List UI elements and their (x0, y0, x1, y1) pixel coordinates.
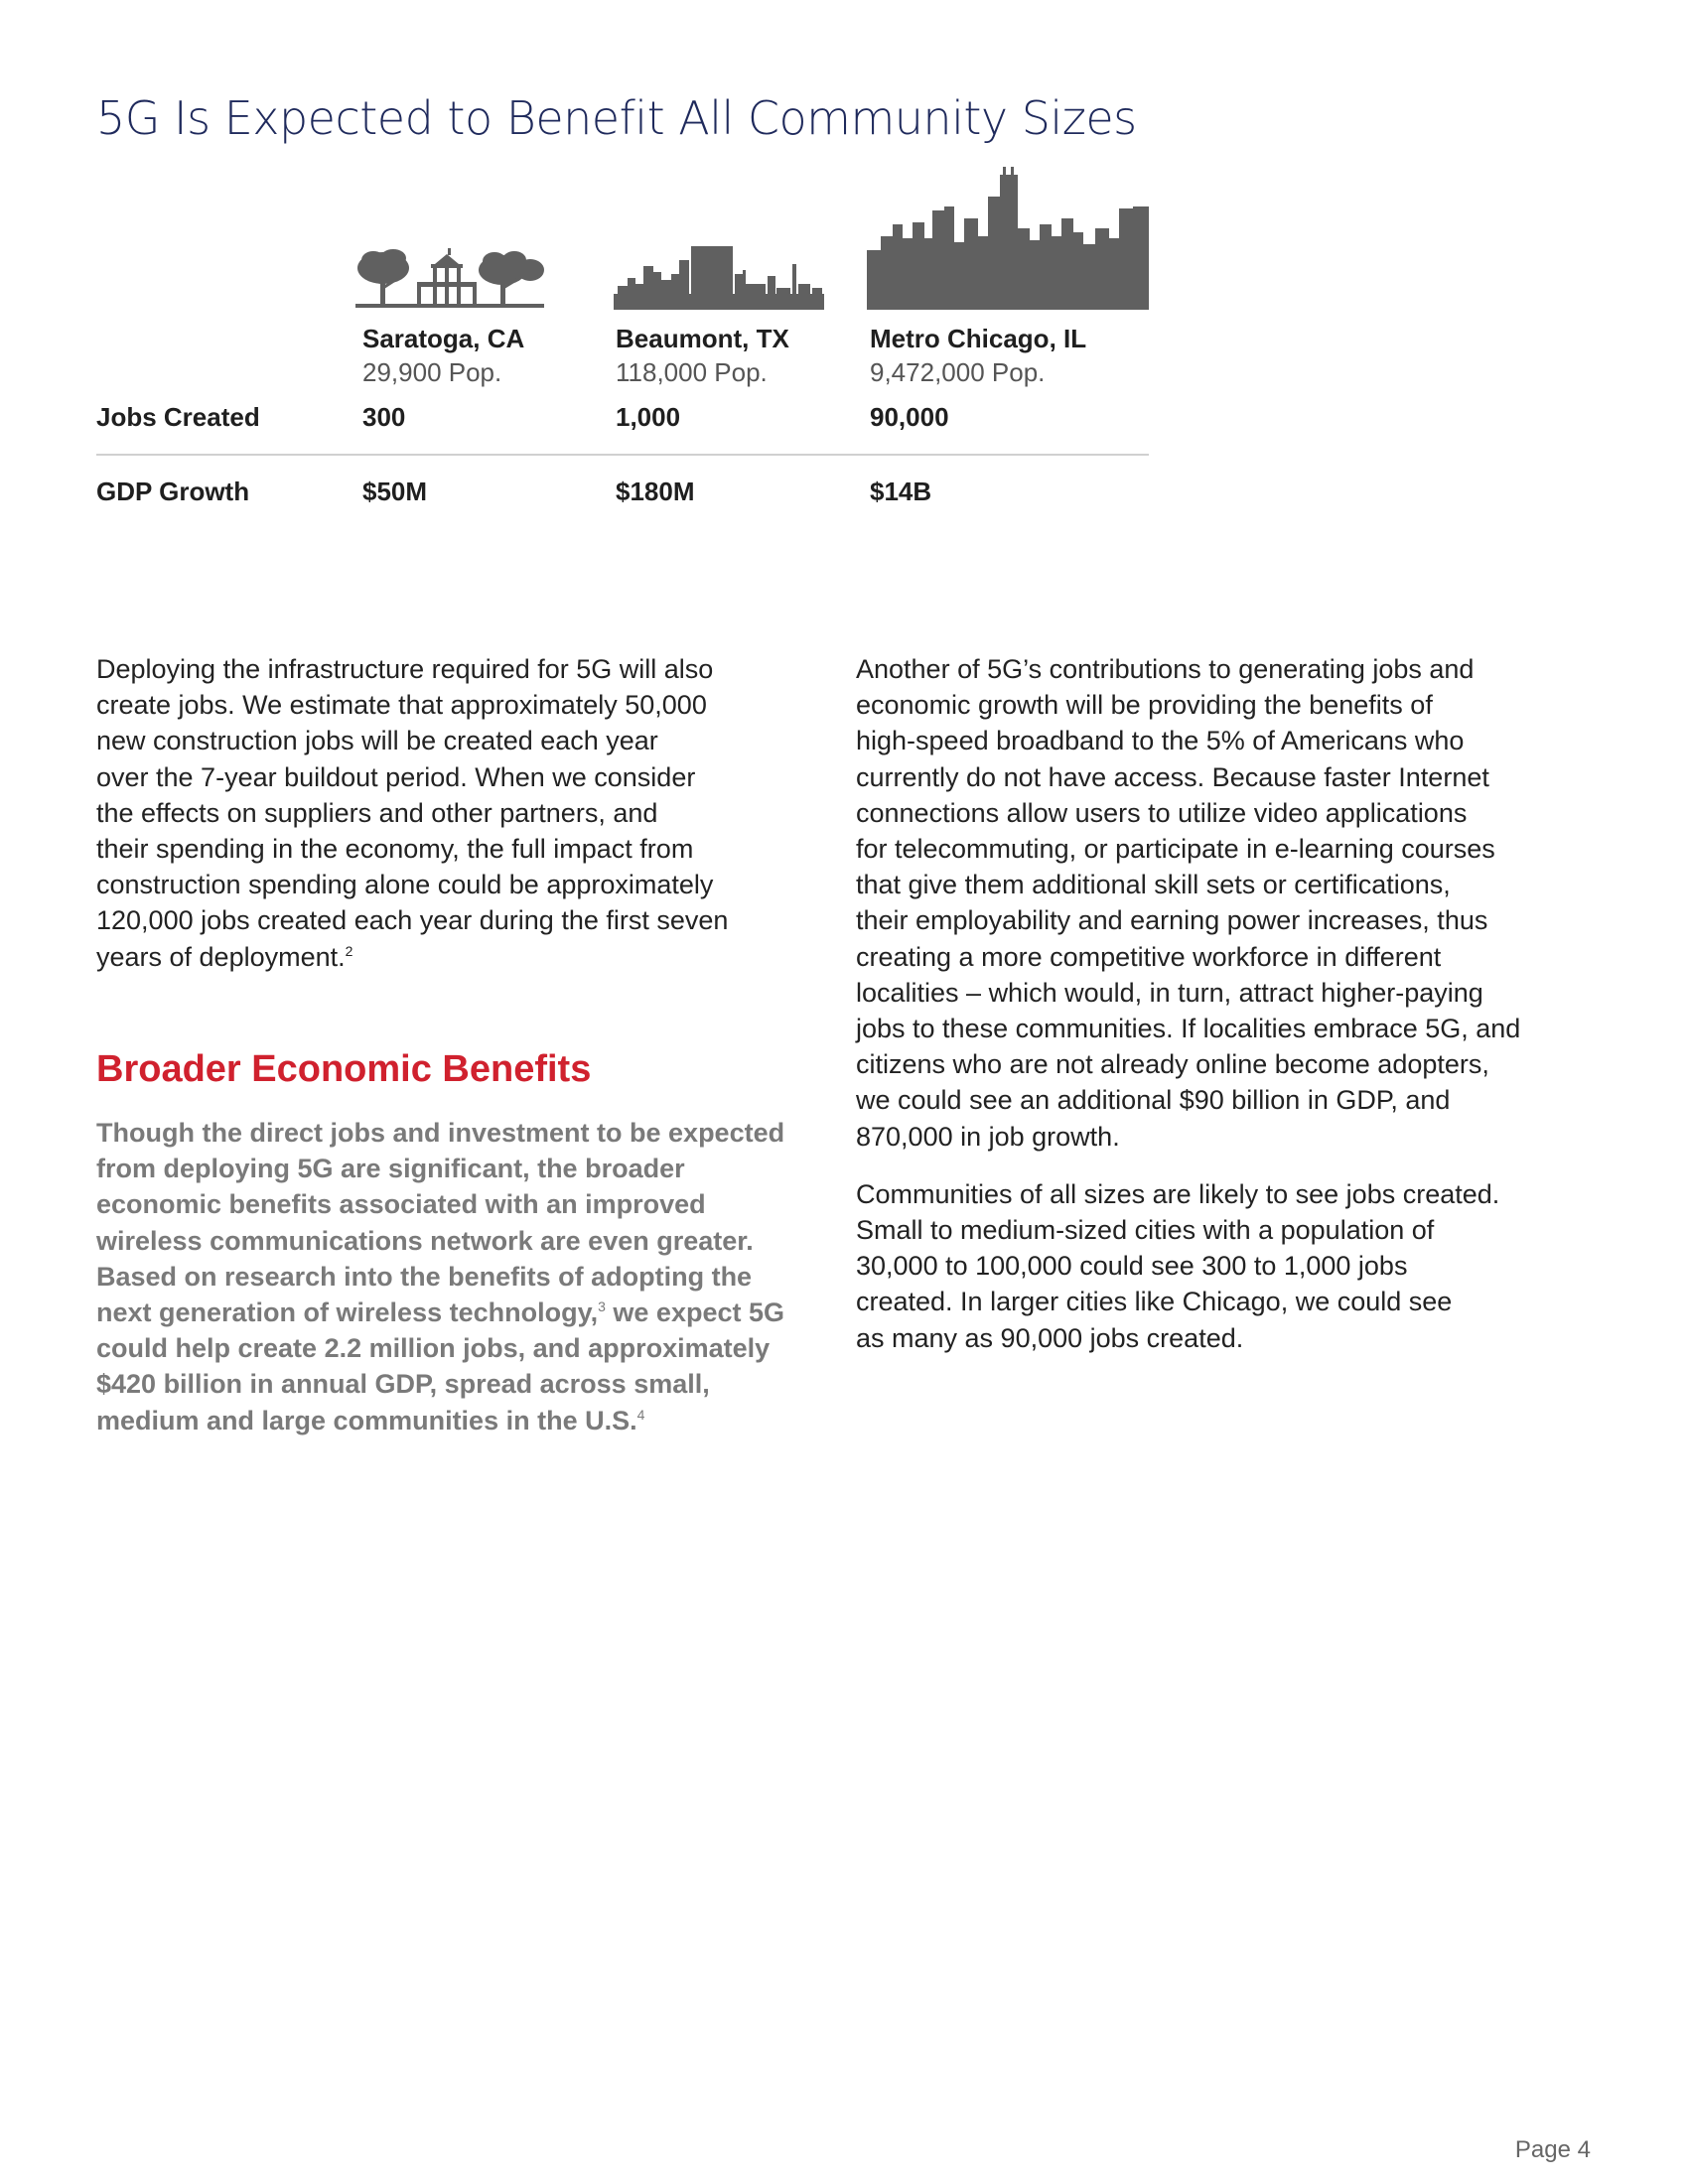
text-line: we could see an additional $90 billion in GDP, and (856, 1085, 1451, 1116)
jobs-value-beaumont: 1,000 (616, 402, 681, 432)
text-line: economic growth will be providing the benefits of (856, 690, 1433, 721)
gdp-growth-label: GDP Growth (96, 477, 250, 506)
text-line: next generation of wireless technology, (96, 1297, 599, 1328)
section-lead-paragraph (96, 1115, 831, 1438)
text-line: new construction jobs will be created each year (96, 726, 658, 756)
jobs-value-chicago: 90,000 (870, 402, 949, 432)
table-divider (96, 454, 1149, 456)
text-line: construction spending alone could be approximately (96, 870, 714, 900)
text-line: economic benefits associated with an improved (96, 1189, 706, 1220)
text-line: citizens who are not already online become adopters, (856, 1049, 1489, 1080)
right-paragraph-1 (856, 651, 1591, 1155)
text-line: as many as 90,000 jobs created. (856, 1322, 1244, 1353)
right-column (856, 651, 1591, 1356)
text-line: their spending in the economy, the full impact from (96, 834, 694, 865)
section-heading: Broader Economic Benefits (96, 1048, 592, 1090)
city-population-saratoga: 29,900 Pop. (362, 357, 502, 387)
footnote-marker: 3 (598, 1298, 606, 1315)
text-line: Deploying the infrastructure required for 5G will also (96, 654, 714, 684)
footnote-marker: 4 (636, 1406, 645, 1423)
city-name-saratoga: Saratoga, CA (362, 324, 525, 353)
jobs-value-saratoga: 300 (362, 402, 406, 432)
text-line: medium and large communities in the U.S. (96, 1405, 637, 1435)
text-line: that give them additional skill sets or certifications, (856, 870, 1451, 900)
text-line: years of deployment. (96, 941, 346, 972)
text-line: jobs to these communities. If localities embrace 5G, and (856, 1014, 1521, 1044)
text-line: Based on research into the benefits of adopting the (96, 1261, 753, 1292)
text-line: from deploying 5G are significant, the broader (96, 1154, 685, 1184)
text-line: Small to medium-sized cities with a population of (856, 1215, 1435, 1246)
text-line: 30,000 to 100,000 could see 300 to 1,000 jobs (856, 1251, 1408, 1282)
text-line: create jobs. We estimate that approximately 50,000 (96, 690, 707, 721)
text-line: Communities of all sizes are likely to see jobs created. (856, 1178, 1500, 1209)
city-name-beaumont: Beaumont, TX (616, 324, 789, 353)
text-line: their employability and earning power increases, thus (856, 905, 1488, 936)
left-column-paragraph (96, 651, 821, 975)
text-line: 120,000 jobs created each year during the first seven (96, 905, 729, 936)
city-name-chicago: Metro Chicago, IL (870, 324, 1087, 353)
text-line: could help create 2.2 million jobs, and approximately (96, 1333, 771, 1364)
text-line: created. In larger cities like Chicago, we could see (856, 1287, 1453, 1317)
right-paragraph-2 (856, 1176, 1591, 1356)
text-line: over the 7-year buildout period. When we consider (96, 761, 696, 792)
text-line: for telecommuting, or participate in e-learning courses (856, 834, 1495, 865)
page-number: Page 4 (1514, 2136, 1591, 2163)
gdp-value-saratoga: $50M (362, 477, 428, 506)
text-line: the effects on suppliers and other partners, and (96, 797, 658, 828)
text-line: localities – which would, in turn, attract higher-paying (856, 977, 1483, 1008)
text-line: we expect 5G (605, 1297, 784, 1328)
large-city-skyline-icon (867, 167, 1149, 310)
page-title: 5G Is Expected to Benefit All Community Sizes (96, 91, 1137, 145)
text-line: Though the direct jobs and investment to be expected (96, 1118, 785, 1148)
text-line: Another of 5G’s contributions to generating jobs and (856, 654, 1475, 684)
footnote-marker: 2 (345, 942, 353, 959)
city-population-chicago: 9,472,000 Pop. (870, 357, 1046, 387)
small-city-skyline-icon (614, 244, 824, 310)
text-line: connections allow users to utilize video applications (856, 797, 1468, 828)
text-line: creating a more competitive workforce in different (856, 941, 1442, 972)
text-line: currently do not have access. Because faster Internet (856, 761, 1489, 792)
gdp-value-beaumont: $180M (616, 477, 695, 506)
trees-and-gazebo-icon (355, 248, 544, 310)
city-population-beaumont: 118,000 Pop. (616, 357, 768, 387)
gdp-value-chicago: $14B (870, 477, 932, 506)
text-line: $420 billion in annual GDP, spread across small, (96, 1369, 710, 1400)
text-line: wireless communications network are even greater. (96, 1225, 754, 1256)
jobs-created-label: Jobs Created (96, 402, 260, 432)
text-line: high-speed broadband to the 5% of Americans who (856, 726, 1465, 756)
text-line: 870,000 in job growth. (856, 1121, 1120, 1152)
